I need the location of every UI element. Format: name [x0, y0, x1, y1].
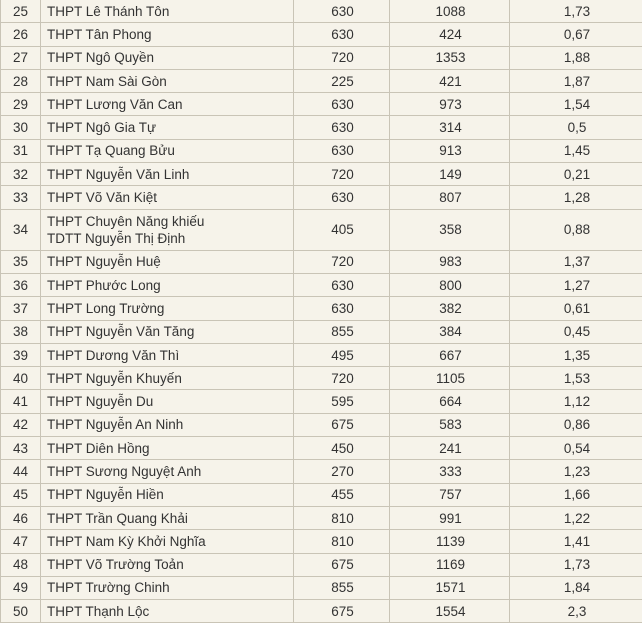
school-name-cell: [41, 320, 294, 343]
registrations-cell: 1105: [390, 367, 510, 390]
ratio-cell: 0,54: [510, 437, 642, 460]
ratio-cell: 1,73: [510, 553, 642, 576]
school-name-cell: [41, 506, 294, 529]
school-name-cell: [41, 116, 294, 139]
school-name-cell: [41, 163, 294, 186]
table-row: [1, 390, 642, 413]
school-name-line: THPT Diên Hồng: [47, 440, 289, 457]
registrations-cell: 1139: [390, 530, 510, 553]
school-name-line: THPT Trường Chinh: [47, 579, 289, 596]
ratio-cell: 0,86: [510, 413, 642, 436]
ratio-cell: 1,22: [510, 506, 642, 529]
row-number-cell: 48: [1, 553, 41, 576]
school-name-line: THPT Nguyễn Huệ: [47, 253, 289, 270]
table-row: [1, 343, 642, 366]
school-name-line: THPT Nam Kỳ Khởi Nghĩa: [47, 533, 289, 550]
school-name-line: THPT Nguyễn An Ninh: [47, 416, 289, 433]
row-number-cell: 38: [1, 320, 41, 343]
quota-cell: 720: [294, 367, 390, 390]
table-row: [1, 93, 642, 116]
school-name-line: THPT Nguyễn Khuyến: [47, 370, 289, 387]
quota-cell: 675: [294, 600, 390, 623]
table-row: [1, 250, 642, 273]
registrations-cell: 333: [390, 460, 510, 483]
row-number-cell: 33: [1, 186, 41, 209]
quota-cell: 630: [294, 93, 390, 116]
ratio-cell: 1,73: [510, 0, 642, 23]
registrations-cell: 314: [390, 116, 510, 139]
registrations-cell: 807: [390, 186, 510, 209]
registrations-cell: 991: [390, 506, 510, 529]
quota-cell: 720: [294, 250, 390, 273]
school-name-cell: [41, 69, 294, 92]
registrations-cell: 149: [390, 163, 510, 186]
table-row: [1, 367, 642, 390]
school-name-line: THPT Phước Long: [47, 277, 289, 294]
quota-cell: 630: [294, 0, 390, 23]
school-name-cell: [41, 413, 294, 436]
school-name-line: THPT Tân Phong: [47, 26, 289, 43]
table-row: [1, 273, 642, 296]
ratio-cell: 1,66: [510, 483, 642, 506]
quota-cell: 455: [294, 483, 390, 506]
table-row: [1, 600, 642, 623]
school-name-cell: [41, 530, 294, 553]
school-name-cell: [41, 390, 294, 413]
table-row: [1, 46, 642, 69]
school-name-line: THPT Sương Nguyệt Anh: [47, 463, 289, 480]
row-number-cell: 41: [1, 390, 41, 413]
registrations-cell: 382: [390, 297, 510, 320]
school-name-line: THPT Thạnh Lộc: [47, 603, 289, 620]
quota-cell: 855: [294, 320, 390, 343]
row-number-cell: 36: [1, 273, 41, 296]
row-number-cell: 31: [1, 139, 41, 162]
quota-cell: 270: [294, 460, 390, 483]
school-name-line: THPT Ngô Quyền: [47, 49, 289, 66]
ratio-cell: 1,41: [510, 530, 642, 553]
ratio-cell: 1,23: [510, 460, 642, 483]
ratio-cell: 1,35: [510, 343, 642, 366]
row-number-cell: 39: [1, 343, 41, 366]
quota-cell: 595: [294, 390, 390, 413]
school-name-line: THPT Lương Văn Can: [47, 96, 289, 113]
school-name-cell: [41, 273, 294, 296]
school-name-cell: [41, 367, 294, 390]
school-name-line: THPT Ngô Gia Tự: [47, 119, 289, 136]
row-number-cell: 29: [1, 93, 41, 116]
ratio-cell: 1,28: [510, 186, 642, 209]
ratio-cell: 0,67: [510, 23, 642, 46]
table-row: [1, 69, 642, 92]
table-row: [1, 413, 642, 436]
school-name-cell: [41, 139, 294, 162]
quota-cell: 630: [294, 186, 390, 209]
school-name-line: THPT Võ Trường Toản: [47, 556, 289, 573]
ratio-cell: 1,12: [510, 390, 642, 413]
school-name-line: THPT Trần Quang Khải: [47, 510, 289, 527]
quota-cell: 630: [294, 297, 390, 320]
table-row: [1, 23, 642, 46]
ratio-cell: 2,3: [510, 600, 642, 623]
school-name-cell: [41, 576, 294, 599]
table-row: [1, 460, 642, 483]
row-number-cell: 44: [1, 460, 41, 483]
school-name-cell: [41, 209, 294, 250]
registrations-cell: 1169: [390, 553, 510, 576]
ratio-cell: 1,54: [510, 93, 642, 116]
registrations-cell: 583: [390, 413, 510, 436]
school-name-cell: [41, 483, 294, 506]
registrations-cell: 424: [390, 23, 510, 46]
registrations-cell: 421: [390, 69, 510, 92]
row-number-cell: 47: [1, 530, 41, 553]
registrations-cell: 757: [390, 483, 510, 506]
quota-cell: 855: [294, 576, 390, 599]
quota-cell: 450: [294, 437, 390, 460]
table-row: [1, 163, 642, 186]
ratio-cell: 0,5: [510, 116, 642, 139]
registrations-cell: 664: [390, 390, 510, 413]
table-row: [1, 576, 642, 599]
ratio-cell: 0,88: [510, 209, 642, 250]
school-name-cell: [41, 23, 294, 46]
ratio-cell: 1,45: [510, 139, 642, 162]
school-name-cell: [41, 343, 294, 366]
quota-cell: 495: [294, 343, 390, 366]
school-name-line: THPT Dương Văn Thì: [47, 347, 289, 364]
row-number-cell: 45: [1, 483, 41, 506]
registrations-cell: 667: [390, 343, 510, 366]
school-name-cell: [41, 186, 294, 209]
registrations-cell: 983: [390, 250, 510, 273]
table-row: [1, 553, 642, 576]
quota-cell: 630: [294, 139, 390, 162]
school-name-line: THPT Nguyễn Hiền: [47, 486, 289, 503]
table-row: [1, 506, 642, 529]
school-name-cell: [41, 93, 294, 116]
row-number-cell: 43: [1, 437, 41, 460]
registrations-cell: 1571: [390, 576, 510, 599]
table-row: [1, 437, 642, 460]
row-number-cell: 40: [1, 367, 41, 390]
row-number-cell: 32: [1, 163, 41, 186]
table-row: [1, 116, 642, 139]
registrations-cell: 973: [390, 93, 510, 116]
row-number-cell: 27: [1, 46, 41, 69]
school-name-cell: [41, 460, 294, 483]
school-name-line: THPT Long Trường: [47, 300, 289, 317]
quota-cell: 225: [294, 69, 390, 92]
school-name-cell: [41, 46, 294, 69]
school-name-line: THPT Lê Thánh Tôn: [47, 3, 289, 20]
row-number-cell: 28: [1, 69, 41, 92]
ratio-cell: 1,37: [510, 250, 642, 273]
school-name-line: TDTT Nguyễn Thị Định: [47, 230, 289, 247]
table-row: [1, 186, 642, 209]
table-body: [1, 0, 642, 623]
registrations-cell: 1554: [390, 600, 510, 623]
quota-cell: 630: [294, 273, 390, 296]
registrations-cell: 384: [390, 320, 510, 343]
table-row: [1, 0, 642, 23]
ratio-cell: 1,84: [510, 576, 642, 599]
quota-cell: 675: [294, 413, 390, 436]
quota-cell: 810: [294, 506, 390, 529]
school-name-cell: [41, 600, 294, 623]
registrations-cell: 1353: [390, 46, 510, 69]
school-name-cell: [41, 0, 294, 23]
quota-cell: 720: [294, 46, 390, 69]
table-row: [1, 483, 642, 506]
registrations-cell: 1088: [390, 0, 510, 23]
table-row: [1, 320, 642, 343]
ratio-cell: 1,53: [510, 367, 642, 390]
ratio-cell: 1,87: [510, 69, 642, 92]
school-name-line: THPT Nguyễn Văn Linh: [47, 166, 289, 183]
school-name-cell: [41, 437, 294, 460]
row-number-cell: 25: [1, 0, 41, 23]
school-name-line: THPT Chuyên Năng khiếu: [47, 213, 289, 230]
row-number-cell: 42: [1, 413, 41, 436]
row-number-cell: 49: [1, 576, 41, 599]
row-number-cell: 35: [1, 250, 41, 273]
school-name-line: THPT Nguyễn Du: [47, 393, 289, 410]
row-number-cell: 37: [1, 297, 41, 320]
school-name-cell: [41, 250, 294, 273]
school-name-line: THPT Nguyễn Văn Tăng: [47, 323, 289, 340]
row-number-cell: 30: [1, 116, 41, 139]
quota-cell: 630: [294, 23, 390, 46]
table-row: [1, 139, 642, 162]
row-number-cell: 50: [1, 600, 41, 623]
registrations-cell: 241: [390, 437, 510, 460]
school-name-line: THPT Nam Sài Gòn: [47, 73, 289, 90]
registrations-cell: 913: [390, 139, 510, 162]
ratio-cell: 0,21: [510, 163, 642, 186]
table-row: [1, 209, 642, 250]
school-name-line: THPT Tạ Quang Bửu: [47, 142, 289, 159]
quota-cell: 720: [294, 163, 390, 186]
ratio-cell: 1,27: [510, 273, 642, 296]
quota-cell: 810: [294, 530, 390, 553]
ratio-cell: 1,88: [510, 46, 642, 69]
row-number-cell: 46: [1, 506, 41, 529]
registrations-cell: 358: [390, 209, 510, 250]
row-number-cell: 26: [1, 23, 41, 46]
school-name-cell: [41, 297, 294, 320]
school-name-line: THPT Võ Văn Kiệt: [47, 189, 289, 206]
quota-cell: 630: [294, 116, 390, 139]
registrations-cell: 800: [390, 273, 510, 296]
quota-cell: 405: [294, 209, 390, 250]
table-row: [1, 530, 642, 553]
table-row: [1, 297, 642, 320]
ratio-cell: 0,61: [510, 297, 642, 320]
row-number-cell: 34: [1, 209, 41, 250]
ratio-cell: 0,45: [510, 320, 642, 343]
school-name-cell: [41, 553, 294, 576]
quota-cell: 675: [294, 553, 390, 576]
